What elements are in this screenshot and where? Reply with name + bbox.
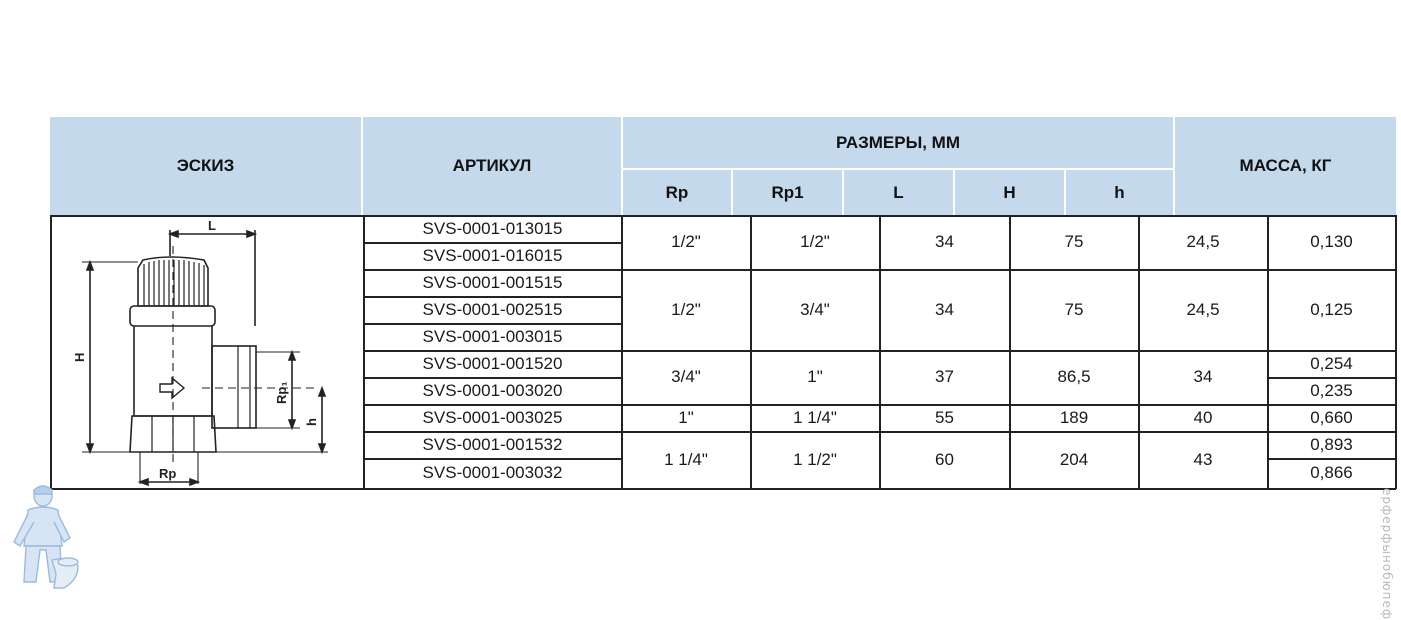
cell-rp: 1/2" <box>671 299 701 319</box>
cell-mass: 0,660 <box>1310 407 1353 427</box>
cell-mass: 0,254 <box>1310 353 1353 373</box>
header-H: H <box>955 170 1064 215</box>
header-dimensions: РАЗМЕРЫ, ММ <box>623 117 1173 168</box>
cell-rp: 3/4" <box>671 367 701 386</box>
table-row-article: SVS-0001-013015 <box>422 218 563 238</box>
table-row-article: SVS-0001-001515 <box>422 272 563 292</box>
dim-label-Rp: Rp <box>159 466 177 481</box>
table-row-article: SVS-0001-002515 <box>422 299 563 319</box>
header-l: L <box>844 170 953 215</box>
table-row-article: SVS-0001-016015 <box>422 245 563 265</box>
cell-h: 43 <box>1193 449 1213 469</box>
header-sketch: ЭСКИЗ <box>50 117 361 215</box>
cell-h: 40 <box>1193 407 1213 427</box>
table-bottom-line <box>50 488 1396 490</box>
cell-l: 34 <box>935 299 954 319</box>
cell-rp1: 1/2" <box>800 232 830 251</box>
cell-mass: 0,235 <box>1310 380 1353 400</box>
cell-h: 24,5 <box>1186 232 1220 251</box>
table-row-article: SVS-0001-003025 <box>422 407 563 427</box>
cell-rp1: 1" <box>807 367 823 386</box>
cell-H: 204 <box>1059 449 1089 469</box>
cell-H: 75 <box>1064 299 1084 319</box>
cell-l: 34 <box>935 232 954 251</box>
cell-rp: 1" <box>678 407 694 427</box>
cell-rp: 1/2" <box>671 232 701 251</box>
cell-mass: 0,125 <box>1310 299 1353 319</box>
cell-l: 37 <box>935 367 954 386</box>
cell-mass: 0,893 <box>1310 434 1353 454</box>
cell-mass: 0,130 <box>1310 232 1353 251</box>
valve-sketch-drawing <box>52 216 362 487</box>
cell-rp1: 1 1/4" <box>793 407 837 427</box>
cell-h: 24,5 <box>1186 299 1220 319</box>
cell-rp: 1 1/4" <box>664 449 708 469</box>
cell-H: 86,5 <box>1057 367 1091 386</box>
cell-rp1: 1 1/2" <box>793 449 837 469</box>
cell-H: 75 <box>1064 232 1084 251</box>
header-h: h <box>1066 170 1173 215</box>
plumber-mascot-logo <box>6 484 84 596</box>
dim-label-Rp1: Rp₁ <box>274 381 289 404</box>
dim-label-H: H <box>72 352 87 362</box>
header-rp: Rp <box>623 170 731 215</box>
table-row-article: SVS-0001-001532 <box>422 434 563 454</box>
dim-label-h: h <box>304 418 319 426</box>
cell-H: 189 <box>1059 407 1089 427</box>
side-watermark-text: ерферфынобюпеф <box>1380 488 1394 620</box>
cell-mass: 0,866 <box>1310 463 1353 482</box>
table-right-line <box>1395 215 1397 489</box>
header-mass: МАССА, КГ <box>1175 117 1396 215</box>
cell-l: 60 <box>935 449 954 469</box>
cell-l: 55 <box>935 407 954 427</box>
cell-h: 34 <box>1193 367 1213 386</box>
table-row-article: SVS-0001-003020 <box>422 380 563 400</box>
table-row-article: SVS-0001-003032 <box>422 463 563 482</box>
table-row-article: SVS-0001-001520 <box>422 353 563 373</box>
table-row-article: SVS-0001-003015 <box>422 326 563 346</box>
dim-label-L: L <box>208 218 216 233</box>
header-rp1: Rp1 <box>733 170 842 215</box>
cell-rp1: 3/4" <box>800 299 830 319</box>
header-article: АРТИКУЛ <box>363 117 621 215</box>
